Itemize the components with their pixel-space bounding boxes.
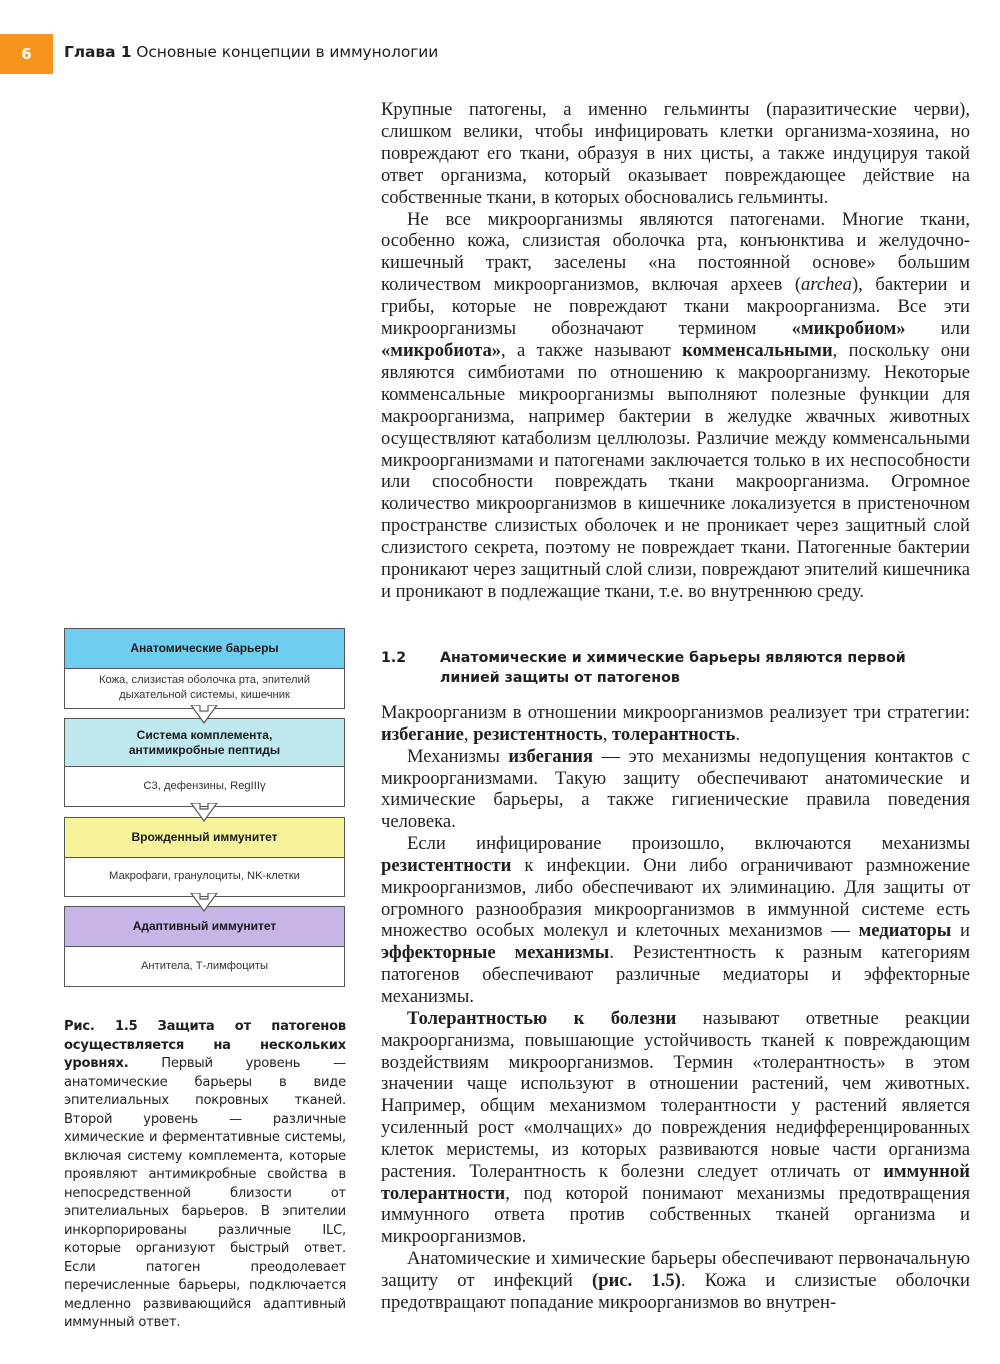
running-head xyxy=(64,43,438,61)
italic-term: archea xyxy=(801,274,852,296)
level-box-adaptive-immunity xyxy=(64,906,345,987)
level-box-innate-immunity xyxy=(64,817,345,897)
bold-term: избегание xyxy=(381,723,464,745)
figure-caption xyxy=(64,1018,346,1333)
bold-term: резистентность xyxy=(473,723,603,745)
section-text-column xyxy=(381,702,970,1314)
bold-term: толерантность xyxy=(612,723,736,745)
bold-term: эффекторные механизмы xyxy=(381,942,610,964)
section-number: 1.2 xyxy=(381,650,407,666)
bold-term: иммунной толерантности xyxy=(381,1160,970,1204)
level-title: Анатомические барьеры xyxy=(65,629,344,669)
bold-term: «микробиом» xyxy=(791,318,906,340)
level-title: Адаптивный иммунитет xyxy=(65,907,344,947)
chapter-label: Глава 1 xyxy=(64,43,132,61)
level-items: Макрофаги, гранулоциты, NK-клетки xyxy=(109,870,300,882)
arrow-down-icon xyxy=(184,803,224,825)
bold-term: избегания xyxy=(508,745,594,767)
bold-term: Толерантностью к болезни xyxy=(407,1007,677,1029)
figure-reference: (рис. 1.5) xyxy=(592,1269,681,1291)
bold-term: резистентности xyxy=(381,854,512,876)
paragraph: Макроорганизм в отношении микроорганизмов реализует три стратегии: избегание, резистентность, толерантность. xyxy=(381,702,970,745)
bold-term: медиаторы xyxy=(858,920,952,942)
chapter-title: Основные концепции в иммунологии xyxy=(136,43,439,61)
arrow-down-icon xyxy=(184,705,224,727)
level-box-complement-system xyxy=(64,718,345,807)
paragraph: Крупные патогены, а именно гельминты (паразитические черви), слишком велики, чтобы инфицировать клетки организма-хозяина, но повреждают его ткани, образуя в них цисты, а также индуцируя такой ответ организма, который оказывает повреждающее действие на собственные ткани, в которых обосновались гельминты. xyxy=(381,99,970,208)
caption-title: Защита от патогенов осуществляется на нескольких уровнях. xyxy=(64,1019,346,1071)
bold-term: комменсальными xyxy=(682,339,833,361)
level-box-anatomical-barriers xyxy=(64,628,345,709)
arrow-down-icon xyxy=(184,893,224,915)
caption-text: Первый уровень — анатомические барьеры в виде эпителиальных покровных тканей. Второй уровень — различные химические и ферментативные системы, включая систему комплемента, которые проявляют антимикробные свойства в непосредственной близости от эпителиальных барьеров. В эпителии инкорпорированы различные ILC, которые организуют быстрый ответ. Если патоген преодолевает перечисленные барьеры, подключается медленно развивающийся адаптивный иммунный ответ. xyxy=(64,1056,346,1330)
section-title: Анатомические и химические барьеры являются первой линией защиты от патогенов xyxy=(440,650,906,686)
paragraph: Механизмы избегания — это механизмы недопущения контактов с микроорганизмами. Такую защиту обеспечивают анатомические и химические барьеры, а также гигиенические правила поведения человека. xyxy=(381,745,971,833)
paragraph: Если инфицирование произошло, включаются механизмы резистентности к инфекции. Они либо ограничивают размножение микроорганизмов, либо обеспечивают их элиминацию. Для защиты от огромного разнообразия микроорганизмов в иммунной системе есть множество особых молекул и клеточных механизмов — медиаторы и эффекторные механизмы. Резистентность к разным категориям патогенов обеспечивают различные медиаторы и эффекторные механизмы. xyxy=(381,833,970,1007)
paragraph: Анатомические и химические барьеры обеспечивают первоначальную защиту от инфекций (рис. 1.5). Кожа и слизистые оболочки предотвращают попадание микроорганизмов во внутрен- xyxy=(381,1248,970,1313)
section-heading xyxy=(381,648,941,688)
main-text-column xyxy=(381,99,970,603)
paragraph: Не все микроорганизмы являются патогенами. Многие ткани, особенно кожа, слизистая оболочка рта, конъюнктива и желудочно-кишечный тракт, заселены «на постоянной основе» большим количеством микроорганизмов, включая археев (archea), бактерии и грибы, которые не повреждают ткани макроорганизма. Все эти микроорганизмы обозначают термином «микробиом» или «микробиота», а также называют комменсальными, поскольку они являются симбиотами по отношению к макроорганизму. Некоторые комменсальные микроорганизмы выполняют полезные функции для макроорганизма, например бактерии в желудке жвачных животных осуществляют катаболизм целлюлозы. Различие между комменсальными микроорганизмами и патогенами заключается только в их неспособности или способности повреждать ткани макроорганизма. Огромное количество микроорганизмов в кишечнике локализуется в пристеночном пространстве слизистых оболочек и не проникает через защитный слой слизистого секрета, поэтому не повреждает ткани. Патогенные бактерии проникают через защитный слой слизи, повреждают эпителий кишечника и проникают в подлежащие ткани, т.е. во внутреннюю среду. xyxy=(381,208,970,602)
level-items: Кожа, слизистая оболочка рта, эпителий дыхательной системы, кишечник xyxy=(98,674,311,701)
paragraph: Толерантностью к болезни называют ответные реакции макроорганизма, повышающие устойчивость тканей к повреждающим воздействиям микроорганизмов. Термин «толерантность» в этом значении чаще используют в отношении растений, чем животных. Например, общим механизмом толерантности у растений является усиленный рост «молчащих» до повреждения недифференцированных клеток меристемы, из которых развиваются новые части организма растения. Толерантность к болезни следует отличать от иммунной толерантности, под которой понимают механизмы предотвращения иммунного ответа против собственных тканей организма и микроорганизмов. xyxy=(381,1007,971,1248)
caption-label: Рис. 1.5 xyxy=(64,1019,138,1034)
level-title: Врожденный иммунитет xyxy=(65,818,344,858)
page-number: 6 xyxy=(0,34,53,74)
level-items: Антитела, Т-лимфоциты xyxy=(140,959,269,972)
bold-term: «микробиота» xyxy=(381,339,502,361)
level-title: Система комплемента, антимикробные пептиды xyxy=(65,719,344,767)
level-items: C3, дефензины, RegIIIγ xyxy=(143,779,266,792)
